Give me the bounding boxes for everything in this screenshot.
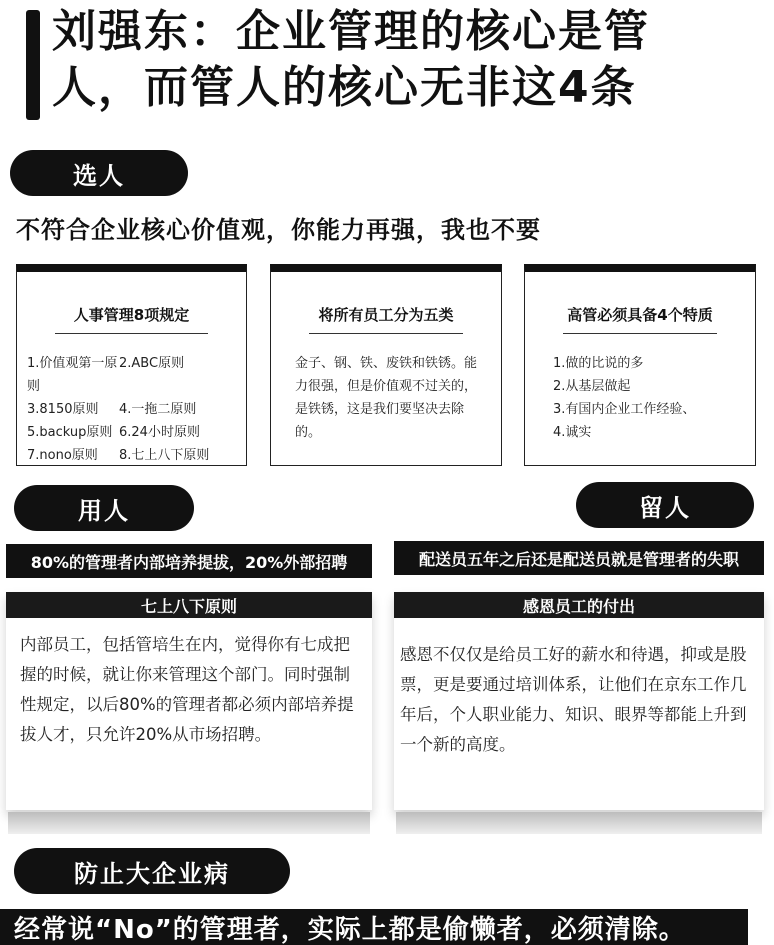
trait-item: 2.从基层做起 xyxy=(553,379,631,394)
trait-item: 1.做的比说的多 xyxy=(553,356,644,371)
card-divider xyxy=(309,333,463,334)
section-pill-use: 用人 xyxy=(14,485,194,531)
card-divider xyxy=(55,333,208,334)
title-accent-bar xyxy=(26,10,40,120)
hr-rule-item: 6.24小时原则 xyxy=(119,425,200,440)
hr-rule-item: 7.nono原则 xyxy=(27,448,98,463)
card-employee-types-title: 将所有员工分为五类 xyxy=(318,306,454,324)
title-line-1: 刘强东：企业管理的核心是管 xyxy=(52,6,650,57)
hr-rule-item: 4.一拖二原则 xyxy=(119,402,197,417)
hr-rule-item: 2.ABC原则 xyxy=(119,356,185,371)
use-text: 内部员工，包括管培生在内，觉得你有七成把握的时候，就让你来管理这个部门。同时强制性规定，以后80%的管理者都必须内部培养提拔人才，只允许20%从市场招聘。 xyxy=(20,635,354,744)
use-subhead: 七上八下原则 xyxy=(6,592,372,618)
card-divider xyxy=(563,333,717,334)
hr-rules-list xyxy=(27,352,238,467)
trait-item: 4.诚实 xyxy=(553,425,592,440)
hr-rule-item: 1.价值观第一原则 xyxy=(27,356,118,394)
employee-types-text: 金子、钢、铁、废铁和铁锈。能力很强，但是价值观不过关的，是铁锈，这是我们要坚决去除的。 xyxy=(295,356,478,440)
retain-subhead: 感恩员工的付出 xyxy=(394,592,764,618)
retain-text: 感恩不仅仅是给员工好的薪水和待遇，抑或是股票，更是要通过培训体系，让他们在京东工作几年后，个人职业能力、知识、眼界等都能上升到一个新的高度。 xyxy=(400,645,747,754)
use-banner: 80%的管理者内部培养提拔，20%外部招聘 xyxy=(6,544,372,578)
card-employee-types xyxy=(270,264,502,466)
use-panel xyxy=(6,592,372,810)
panel-shadow xyxy=(396,812,762,834)
hr-rule-item: 8.七上八下原则 xyxy=(119,448,210,463)
section-pill-retain: 留人 xyxy=(576,482,754,528)
title-line-2: 人，而管人的核心无非这4条 xyxy=(52,62,637,113)
hr-rule-item: 3.8150原则 xyxy=(27,402,99,417)
select-slogan: 不符合企业核心价值观，你能力再强，我也不要 xyxy=(16,216,541,244)
card-executive-traits xyxy=(524,264,756,466)
prevent-banner: 经常说“No”的管理者，实际上都是偷懒者，必须清除。 xyxy=(0,909,748,945)
section-pill-prevent: 防止大企业病 xyxy=(14,848,290,894)
card-hr-rules-title: 人事管理8项规定 xyxy=(73,306,190,324)
executive-traits-list xyxy=(553,352,747,444)
panel-shadow xyxy=(8,812,370,834)
trait-item: 3.有国内企业工作经验、 xyxy=(553,402,696,417)
hr-rule-item: 5.backup原则 xyxy=(27,425,113,440)
retain-banner: 配送员五年之后还是配送员就是管理者的失职 xyxy=(394,541,764,575)
card-executive-traits-title: 高管必须具备4个特质 xyxy=(567,306,713,324)
retain-panel xyxy=(394,592,764,810)
section-pill-select: 选人 xyxy=(10,150,188,196)
page-title xyxy=(52,4,752,116)
card-hr-rules xyxy=(16,264,247,466)
